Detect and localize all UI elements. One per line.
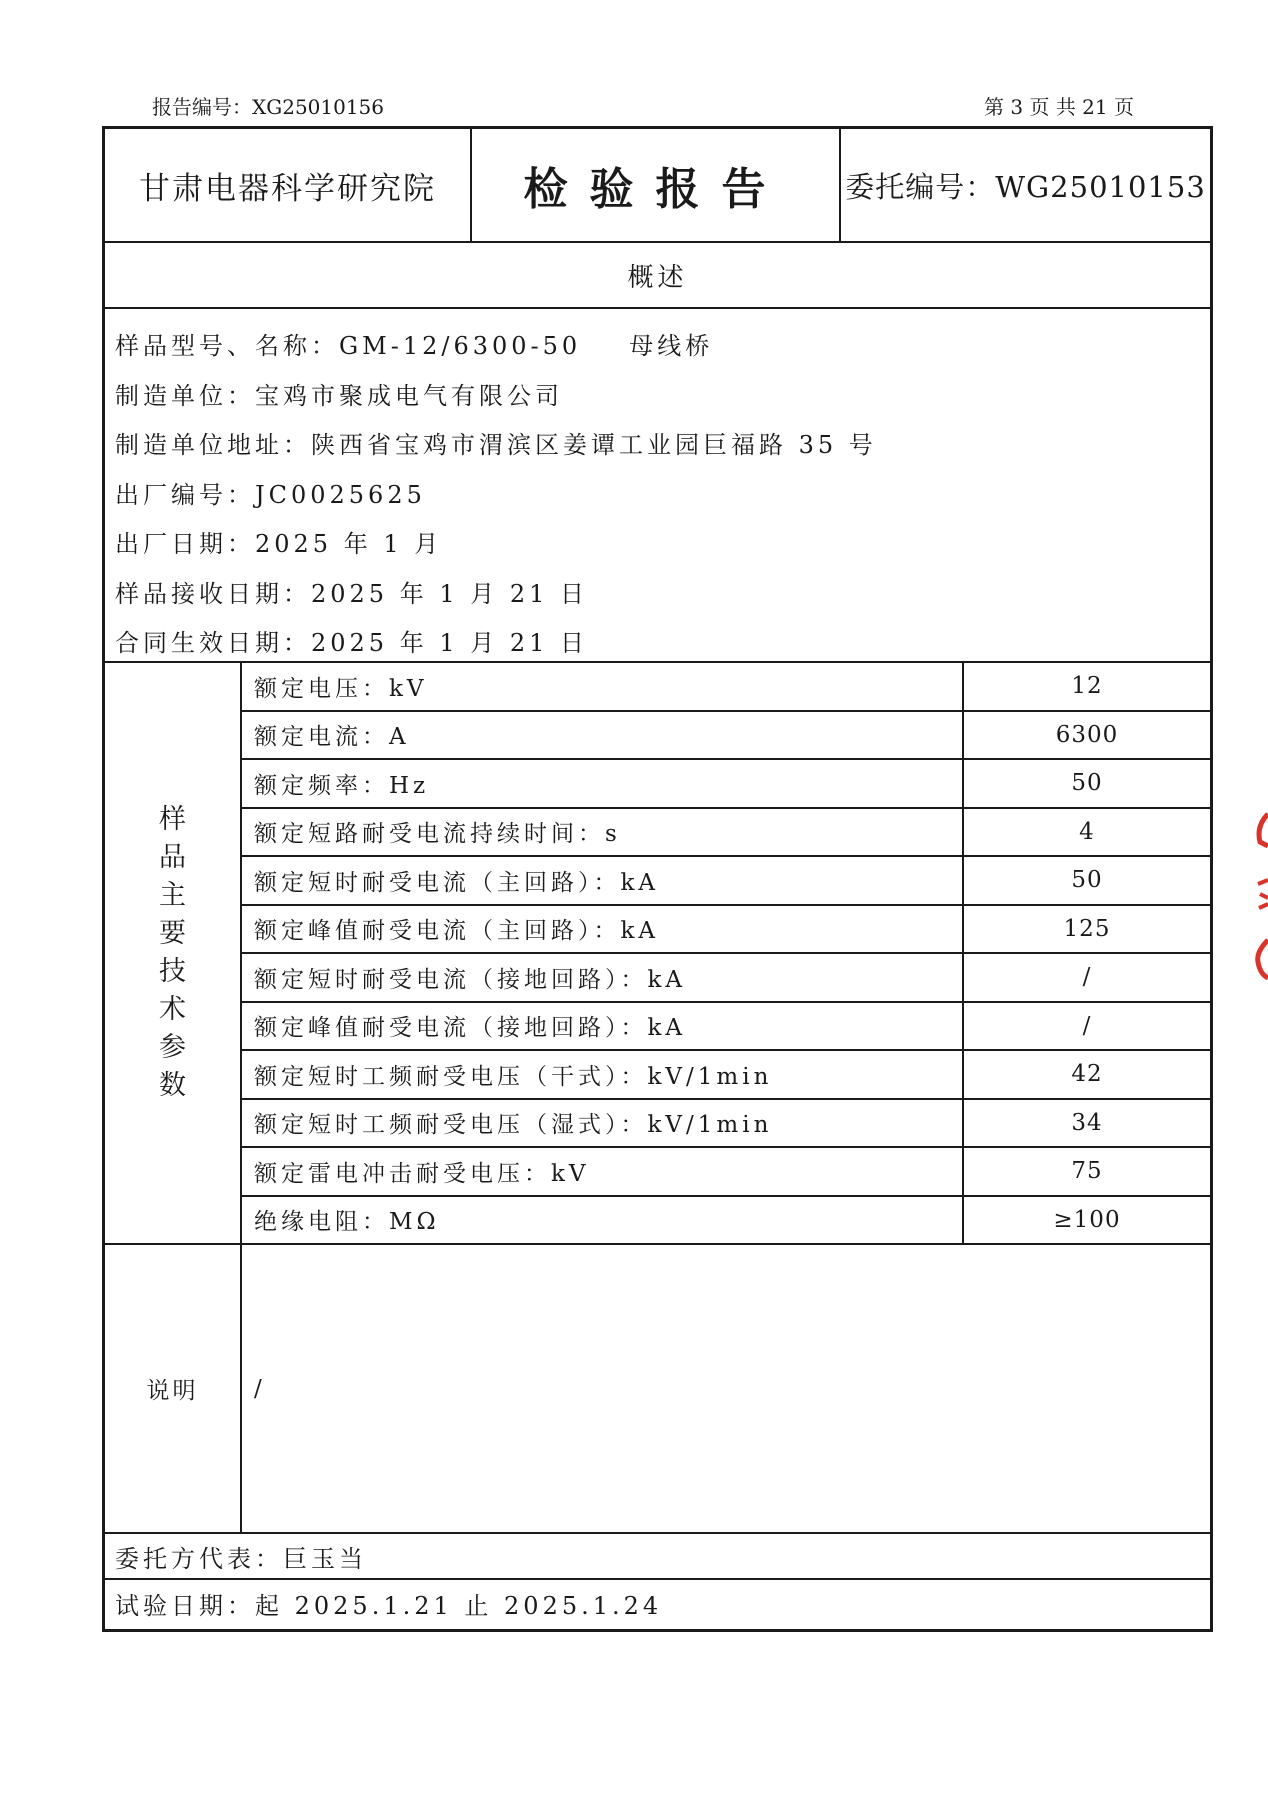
table-row <box>242 1003 1210 1052</box>
seal-stamp-fragment <box>1254 812 1268 980</box>
info-manufacturer-address: 制造单位地址：陕西省宝鸡市渭滨区姜谭工业园巨福路 35 号 <box>115 431 877 460</box>
client-representative: 委托方代表：巨玉当 <box>105 1534 1210 1580</box>
notes-content: / <box>254 1375 262 1402</box>
param-label: 额定短时工频耐受电压（干式）：kV/1min <box>242 1051 964 1098</box>
sample-model: 样品型号、名称：GM-12/6300-50 <box>115 332 582 361</box>
notes-label: 说明 <box>105 1245 242 1532</box>
param-value: ≥100 <box>1053 1206 1121 1233</box>
info-production-date: 出厂日期：2025 年 1 月 <box>115 530 443 559</box>
params-table <box>242 663 1210 1243</box>
table-row <box>242 712 1210 761</box>
info-manufacturer: 制造单位：宝鸡市聚成电气有限公司 <box>115 381 563 410</box>
param-label: 额定峰值耐受电流（接地回路）：kA <box>242 1003 964 1050</box>
table-row <box>242 760 1210 809</box>
info-serial-no: 出厂编号：JC0025625 <box>115 480 426 509</box>
side-char: 技 <box>159 956 186 987</box>
param-value: 75 <box>1071 1158 1103 1185</box>
param-label: 额定雷电冲击耐受电压：kV <box>242 1148 964 1195</box>
table-row <box>242 1100 1210 1149</box>
param-label: 额定短时工频耐受电压（湿式）：kV/1min <box>242 1100 964 1147</box>
param-value: / <box>1082 1012 1092 1039</box>
sample-name: 母线桥 <box>629 332 714 361</box>
info-contract-date: 合同生效日期：2025 年 1 月 21 日 <box>115 629 589 658</box>
sample-info <box>105 309 1210 663</box>
param-value: 34 <box>1071 1109 1103 1136</box>
side-char: 数 <box>159 1070 186 1101</box>
test-date: 试验日期：起 2025.1.21 止 2025.1.24 <box>115 1591 663 1620</box>
param-value: 6300 <box>1055 721 1119 748</box>
table-row <box>242 1148 1210 1197</box>
param-value: 50 <box>1071 867 1103 894</box>
param-label: 额定短路耐受电流持续时间：s <box>242 809 964 856</box>
seal-arc-bottom <box>1258 940 1268 978</box>
table-row <box>242 906 1210 955</box>
param-label: 额定电压：kV <box>242 663 964 710</box>
table-row <box>242 857 1210 906</box>
param-value: 42 <box>1071 1061 1103 1088</box>
param-value: / <box>1082 964 1092 991</box>
info-sample-model <box>115 319 1210 369</box>
table-row <box>242 1197 1210 1244</box>
side-char: 术 <box>159 994 186 1025</box>
param-value: 4 <box>1079 818 1095 845</box>
param-label: 额定频率：Hz <box>242 760 964 807</box>
param-value: 125 <box>1063 915 1111 942</box>
technical-params <box>105 663 1210 1245</box>
param-label: 额定峰值耐受电流（主回路）：kA <box>242 906 964 953</box>
param-value: 50 <box>1071 770 1103 797</box>
param-label: 额定短时耐受电流（接地回路）：kA <box>242 954 964 1001</box>
side-char: 样 <box>159 804 186 835</box>
info-receipt-date: 样品接收日期：2025 年 1 月 21 日 <box>115 579 589 608</box>
side-char: 主 <box>159 880 186 911</box>
param-label: 额定短时耐受电流（主回路）：kA <box>242 857 964 904</box>
organization-name: 甘肃电器科学研究院 <box>105 129 472 241</box>
params-side-label <box>105 663 242 1243</box>
table-row <box>242 809 1210 858</box>
seal-arc-top <box>1259 814 1268 846</box>
param-label: 额定电流：A <box>242 712 964 759</box>
page-header <box>124 82 1150 128</box>
param-value: 12 <box>1071 673 1103 700</box>
seal-glyph <box>1258 880 1268 908</box>
side-char: 品 <box>159 842 186 873</box>
notes-section <box>105 1245 1210 1534</box>
report-frame <box>102 126 1213 1632</box>
commission-number: 委托编号：WG25010153 <box>845 169 1206 204</box>
table-row <box>242 954 1210 1003</box>
title-row <box>105 129 1210 243</box>
report-title: 检验报告 <box>472 129 841 241</box>
param-label: 绝缘电阻：MΩ <box>242 1197 964 1244</box>
side-char: 要 <box>159 918 186 949</box>
overview-heading: 概述 <box>105 243 1210 309</box>
table-row <box>242 663 1210 712</box>
table-row <box>242 1051 1210 1100</box>
page-info: 第 3 页 共 21 页 <box>984 95 1134 119</box>
side-char: 参 <box>159 1032 186 1063</box>
report-number: 报告编号：XG25010156 <box>152 95 385 119</box>
